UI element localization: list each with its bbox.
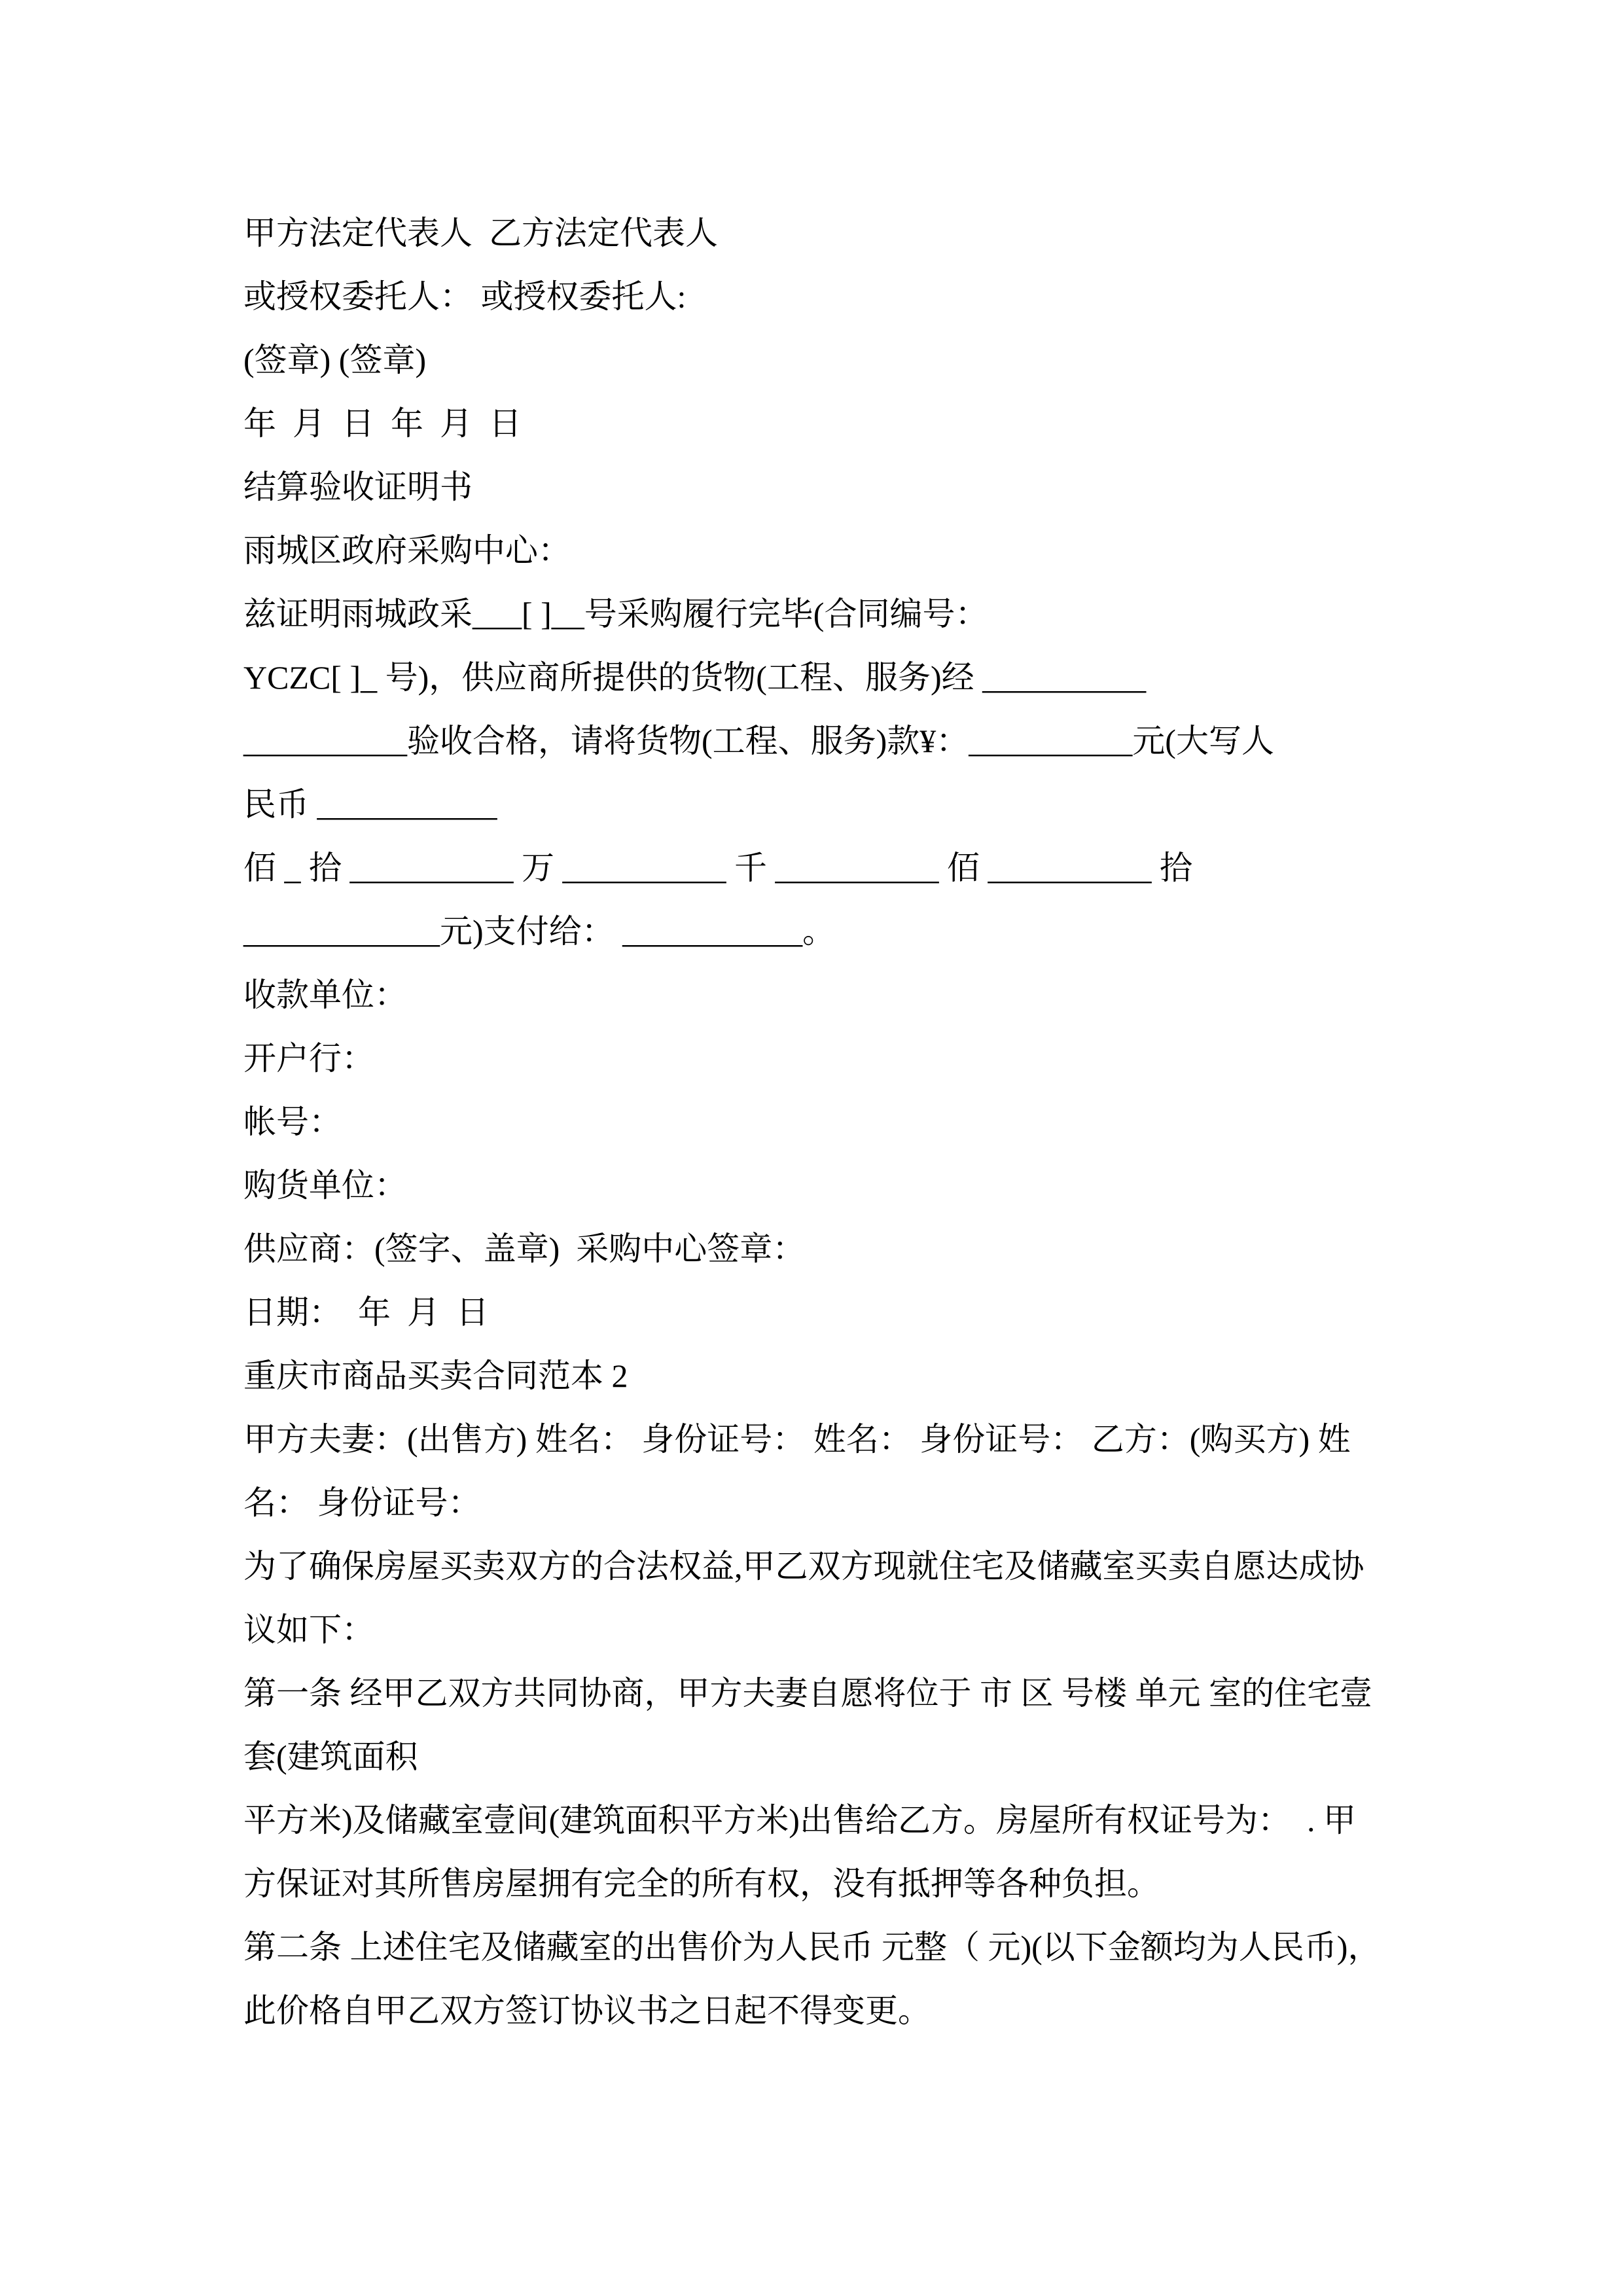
doc-line-24: 第一条 经甲乙双方共同协商，甲方夫妻自愿将位于 市 区 号楼 单元 室的住宅壹	[243, 1675, 1372, 1712]
doc-line-11: 佰 _ 拾 __________ 万 __________ 千 __________ 佰 __________ 拾	[243, 850, 1192, 886]
doc-line-29: 此价格自甲乙双方签订协议书之日起不得变更。	[243, 1992, 931, 2029]
doc-line-28: 第二条 上述住宅及储藏室的出售价为人民币 元整（ 元)(以下金额均为人民币)，	[243, 1929, 1381, 1965]
doc-line-12: ____________元)支付给： ___________。	[243, 913, 836, 950]
doc-line-22: 为了确保房屋买卖双方的合法权益,甲乙双方现就住宅及储藏室买卖自愿达成协	[243, 1548, 1364, 1585]
doc-line-17: 供应商：(签字、盖章) 采购中心签章：	[243, 1230, 806, 1267]
doc-line-9: __________验收合格，请将货物(工程、服务)款¥：__________元(大写人	[243, 723, 1274, 759]
doc-line-3: (签章) (签章)	[243, 342, 427, 378]
doc-line-18: 日期： 年 月 日	[243, 1294, 489, 1331]
doc-line-21: 名： 身份证号：	[243, 1484, 481, 1521]
doc-line-15: 帐号：	[243, 1103, 342, 1140]
doc-line-25: 套(建筑面积	[243, 1738, 418, 1775]
doc-line-4: 年 月 日 年 月 日	[243, 405, 522, 442]
doc-line-2: 或授权委托人： 或授权委托人:	[243, 278, 687, 315]
doc-line-16: 购货单位：	[243, 1167, 407, 1204]
doc-line-14: 开户行：	[243, 1040, 374, 1077]
doc-line-23: 议如下：	[243, 1611, 374, 1648]
doc-line-26: 平方米)及储藏室壹间(建筑面积平方米)出售给乙方。房屋所有权证号为： . 甲	[243, 1802, 1356, 1839]
doc-line-7: 兹证明雨城政采___[ ]__号采购履行完毕(合同编号：	[243, 596, 988, 632]
doc-line-27: 方保证对其所售房屋拥有完全的所有权，没有抵押等各种负担。	[243, 1865, 1160, 1902]
doc-line-13: 收款单位：	[243, 977, 407, 1013]
doc-line-19: 重庆市商品买卖合同范本 2	[243, 1357, 628, 1394]
doc-line-1: 甲方法定代表人 乙方法定代表人	[243, 215, 718, 251]
doc-line-8: YCZC[ ]_ 号)，供应商所提供的货物(工程、服务)经 __________	[243, 659, 1147, 696]
doc-line-10: 民币 ___________	[243, 786, 497, 823]
doc-line-6: 雨城区政府采购中心：	[243, 532, 571, 569]
doc-line-20: 甲方夫妻：(出售方) 姓名： 身份证号： 姓名： 身份证号： 乙方：(购买方) 姓	[243, 1421, 1351, 1458]
contract-text-block	[243, 202, 1441, 2043]
doc-line-5: 结算验收证明书	[243, 469, 473, 505]
